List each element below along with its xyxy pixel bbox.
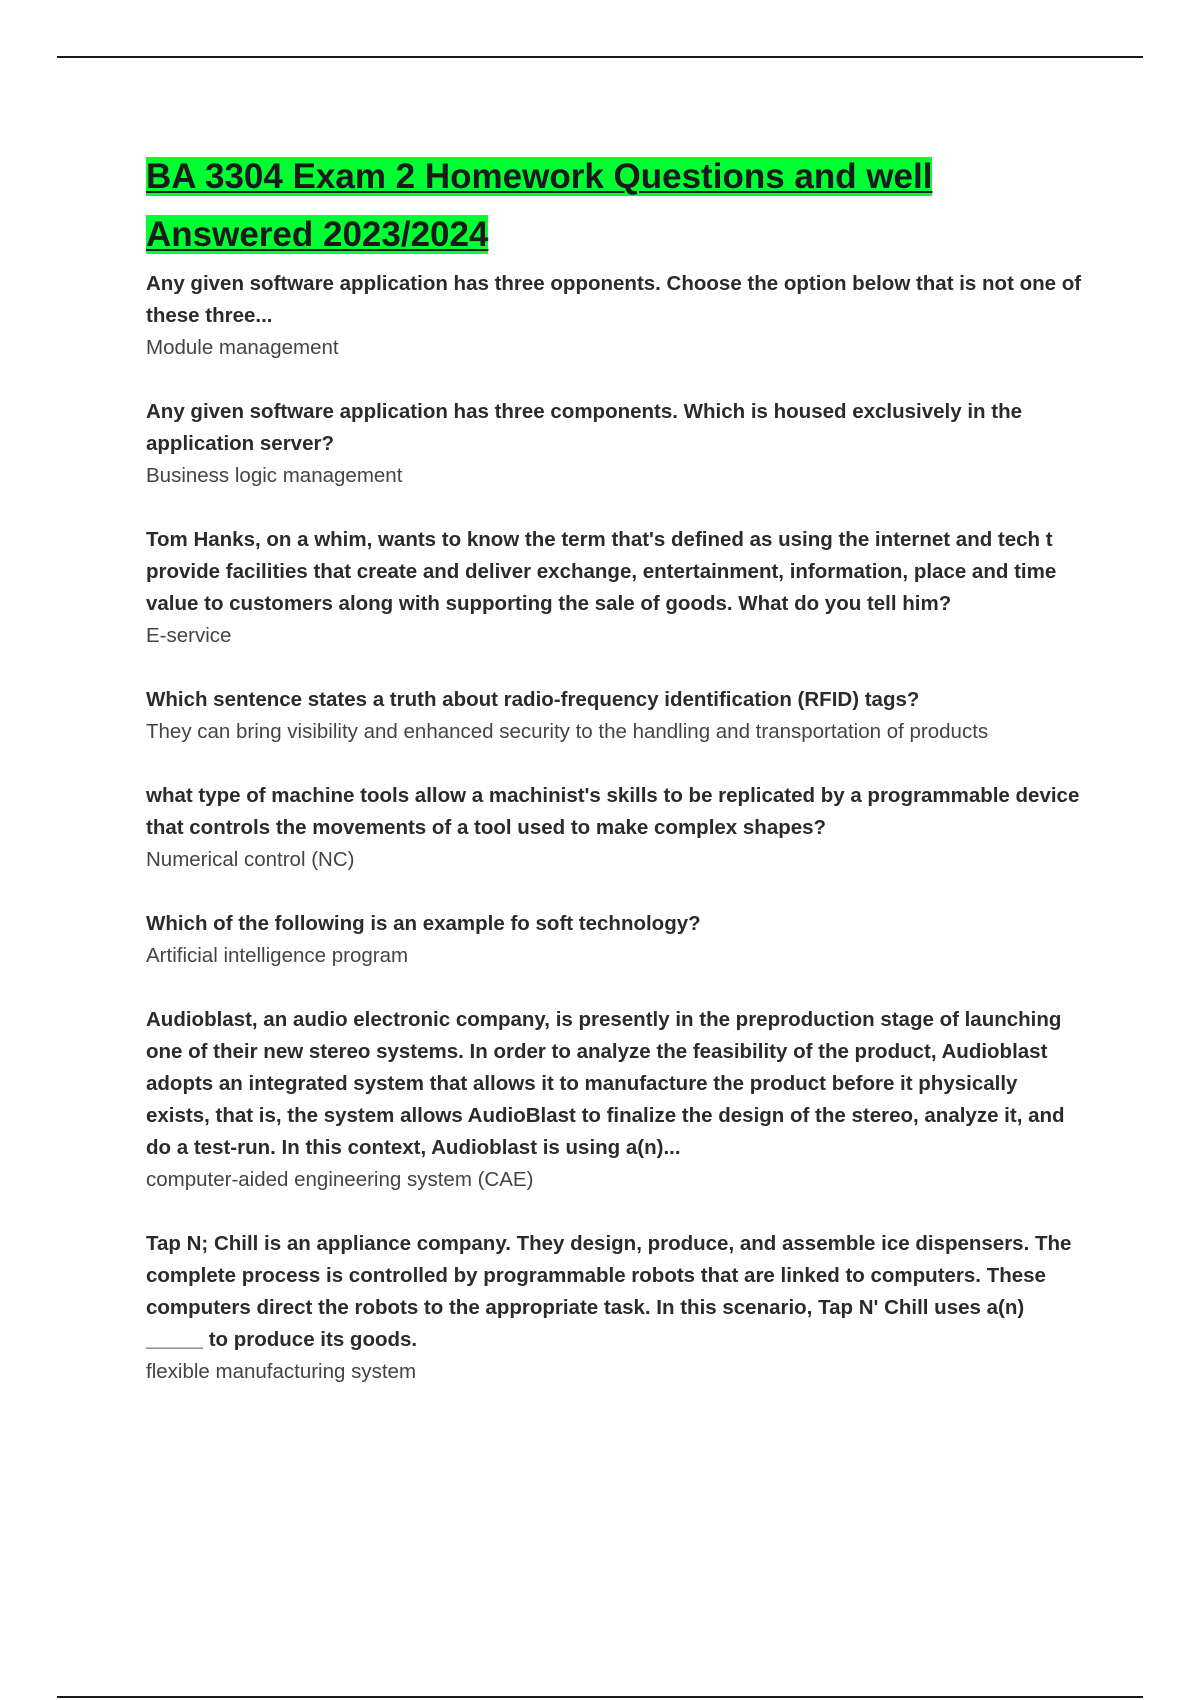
- question-text: Which of the following is an example fo soft technology?: [146, 912, 701, 935]
- bottom-rule: [57, 1696, 1143, 1698]
- answer-text: Module management: [146, 336, 339, 359]
- question-text: Any given software application has three opponents. Choose the option below that is not one of these three...: [146, 272, 1082, 327]
- question-text: Which sentence states a truth about radio-frequency identification (RFID) tags?: [146, 688, 920, 711]
- answer-text: computer-aided engineering system (CAE): [146, 1168, 534, 1191]
- answer-text: Numerical control (NC): [146, 848, 355, 871]
- answer-text: flexible manufacturing system: [146, 1360, 417, 1383]
- question-text: Tap N; Chill is an appliance company. They design, produce, and assemble ice dispensers. The complete process is controlled by programmable robots that are linked to computers. These computers direct the robots to the appropriate task. In this scenario, Tap N' Chill uses a(n) _____ to produce its goods.: [146, 1232, 1072, 1351]
- qa-item: [146, 268, 1086, 364]
- qa-item: [146, 1228, 1086, 1388]
- question-text: Tom Hanks, on a whim, wants to know the term that's defined as using the internet and tech t provide facilities that create and deliver exchange, entertainment, information, place and time value to customers along with supporting the sale of goods. What do you tell him?: [146, 528, 1057, 615]
- title-highlight: BA 3304 Exam 2 Homework Questions and well Answered 2023/2024: [146, 157, 933, 254]
- qa-item: [146, 524, 1086, 652]
- qa-item: [146, 396, 1086, 492]
- page-title: [146, 148, 1086, 264]
- question-text: what type of machine tools allow a machinist's skills to be replicated by a programmable device that controls the movements of a tool used to make complex shapes?: [146, 784, 1080, 839]
- question-text: Any given software application has three components. Which is housed exclusively in the application server?: [146, 400, 1023, 455]
- qa-item: [146, 1004, 1086, 1196]
- answer-text: Business logic management: [146, 464, 403, 487]
- answer-text: E-service: [146, 624, 232, 647]
- top-rule: [57, 56, 1143, 58]
- answer-text: They can bring visibility and enhanced security to the handling and transportation of products: [146, 720, 989, 743]
- question-text: Audioblast, an audio electronic company, is presently in the preproduction stage of launching one of their new stereo systems. In order to analyze the feasibility of the product, Audioblast adopts an integrated system that allows it to manufacture the product before it physically exists, that is, the system allows AudioBlast to finalize the design of the stereo, analyze it, and do a test-run. In this context, Audioblast is using a(n)...: [146, 1008, 1065, 1159]
- qa-item: [146, 780, 1086, 876]
- qa-item: [146, 908, 1086, 972]
- answer-text: Artificial intelligence program: [146, 944, 409, 967]
- document-body: [146, 148, 1086, 1420]
- qa-item: [146, 684, 1086, 748]
